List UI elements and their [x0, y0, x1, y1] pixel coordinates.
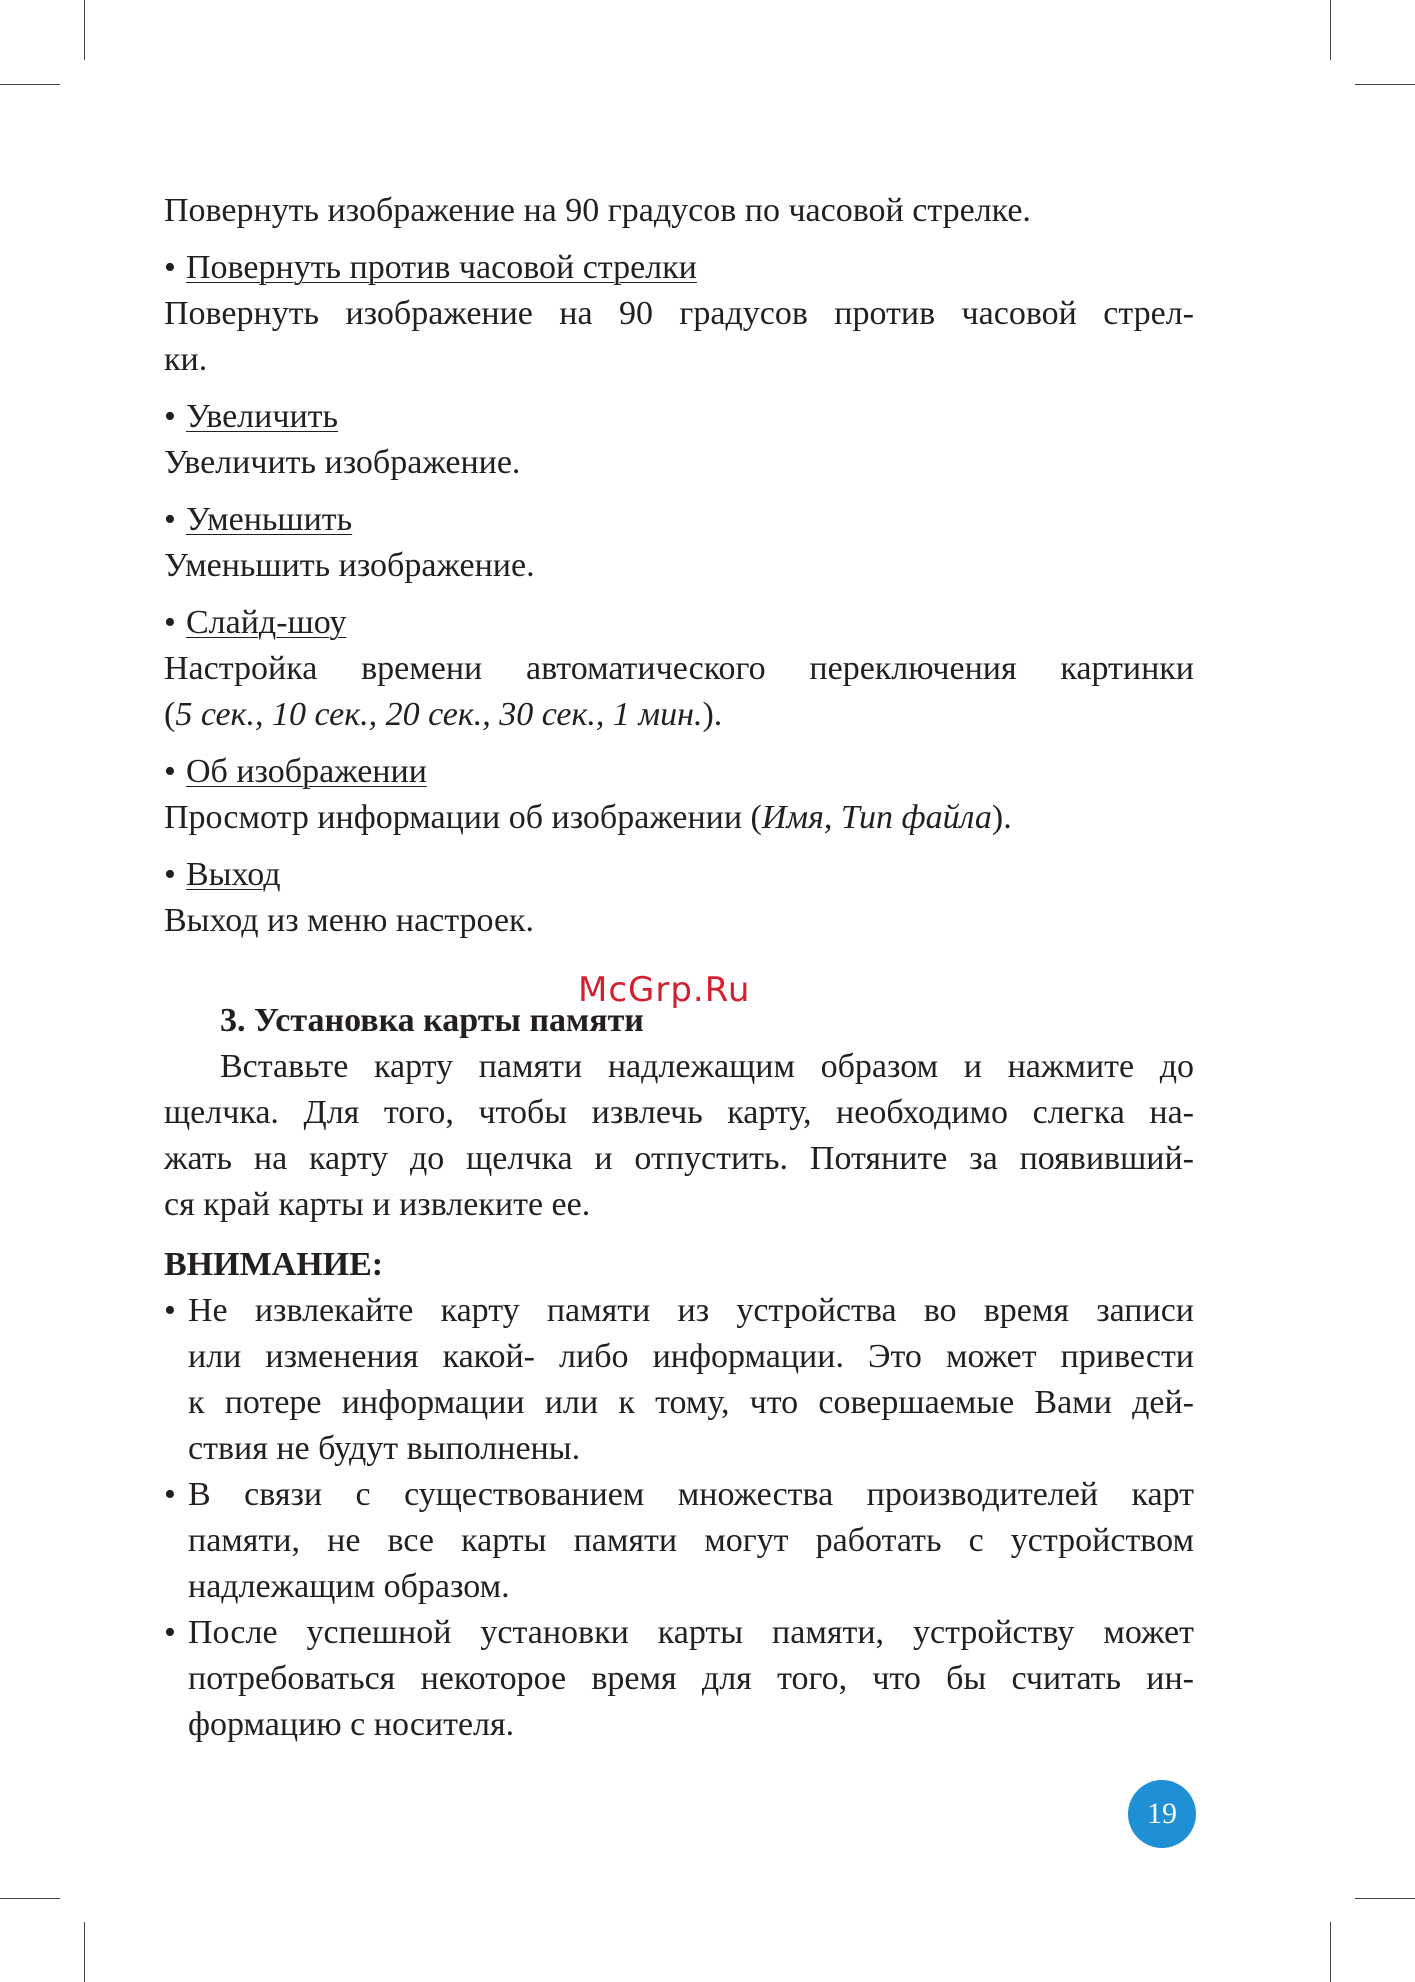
menu-item-rotate-ccw [164, 245, 1194, 291]
section-title: 3. Установка карты памяти [220, 1002, 644, 1039]
page-number-badge: 19 [1128, 1780, 1196, 1848]
info-fields: Имя, Тип файла [761, 799, 992, 836]
crop-mark [84, 0, 85, 60]
bullet-marker: • [164, 1476, 176, 1513]
bullet-marker: • [164, 398, 176, 435]
menu-item-title: Об изображении [186, 753, 427, 790]
warning-line: потребоваться некоторое время для того, что бы считать ин- [188, 1660, 1194, 1697]
section-paragraph-line: Вставьте карту памяти надлежащим образом и нажмите до [220, 1048, 1194, 1085]
bullet-marker: • [164, 856, 176, 893]
menu-item-description: Уменьшить изображение. [164, 547, 535, 584]
warning-line: Не извлекайте карту памяти из устройства во время записи [188, 1292, 1194, 1329]
warning-bullet [164, 1610, 1194, 1748]
menu-item-image-info [164, 749, 1194, 795]
crop-mark [1355, 1898, 1415, 1899]
bullet-marker: • [164, 1614, 176, 1651]
watermark: McGrp.Ru [578, 970, 751, 1010]
section-paragraph-line: жать на карту до щелчка и отпустить. Потяните за появивший- [164, 1140, 1194, 1177]
warning-line: надлежащим образом. [188, 1568, 510, 1605]
bullet-marker: • [164, 249, 176, 286]
menu-item-title: Повернуть против часовой стрелки [186, 249, 697, 286]
warning-bullet [164, 1288, 1194, 1472]
desc-suffix: ). [991, 799, 1012, 836]
section-paragraph-line: щелчка. Для того, чтобы извлечь карту, необходимо слегка на- [164, 1094, 1194, 1131]
desc-prefix: Просмотр информации об изображении ( [164, 799, 762, 836]
section-paragraph-line: ся край карты и извлеките ее. [164, 1186, 591, 1223]
warning-bullet [164, 1472, 1194, 1610]
crop-mark [0, 84, 60, 85]
menu-item-title: Уменьшить [186, 501, 353, 538]
warning-line: формацию с носителя. [188, 1706, 515, 1743]
menu-item-description: Настройка времени автоматического переключения картинки [164, 650, 1194, 687]
menu-item-description: ки. [164, 341, 208, 378]
warning-line: После успешной установки карты памяти, устройству может [188, 1614, 1194, 1651]
crop-mark [1355, 84, 1415, 85]
menu-item-title: Увеличить [186, 398, 339, 435]
menu-item-description: Повернуть изображение на 90 градусов против часовой стрел- [164, 295, 1194, 332]
menu-item-description [164, 795, 1194, 841]
menu-item-title: Выход [186, 856, 281, 893]
menu-item-description: Увеличить изображение. [164, 444, 521, 481]
warning-title: ВНИМАНИЕ: [164, 1246, 384, 1283]
warning-line: памяти, не все карты памяти могут работать с устройством [188, 1522, 1194, 1559]
warning-line: к потере информации или к тому, что совершаемые Вами дей- [188, 1384, 1194, 1421]
menu-item-zoom-out [164, 497, 1194, 543]
menu-item-zoom-in [164, 394, 1194, 440]
menu-item-description: Выход из меню настроек. [164, 902, 535, 939]
paren-close: ). [702, 696, 723, 733]
bullet-marker: • [164, 604, 176, 641]
bullet-marker: • [164, 501, 176, 538]
menu-item-description [164, 692, 1194, 738]
crop-mark [84, 1922, 85, 1982]
menu-item-exit [164, 852, 1194, 898]
bullet-marker: • [164, 1292, 176, 1329]
bullet-marker: • [164, 753, 176, 790]
menu-item-slideshow [164, 600, 1194, 646]
warning-line: или изменения какой- либо информации. Это может привести [188, 1338, 1194, 1375]
crop-mark [0, 1898, 60, 1899]
warning-line: ствия не будут выполнены. [188, 1430, 581, 1467]
crop-mark [1330, 1922, 1331, 1982]
slideshow-intervals: 5 сек., 10 сек., 20 сек., 30 сек., 1 мин. [175, 696, 703, 733]
paren-open: ( [164, 696, 176, 733]
menu-item-title: Слайд-шоу [186, 604, 347, 641]
crop-mark [1330, 0, 1331, 60]
rotate-cw-description: Повернуть изображение на 90 градусов по часовой стрелке. [164, 192, 1031, 229]
page-body [164, 188, 1194, 1748]
warning-line: В связи с существованием множества производителей карт [188, 1476, 1194, 1513]
